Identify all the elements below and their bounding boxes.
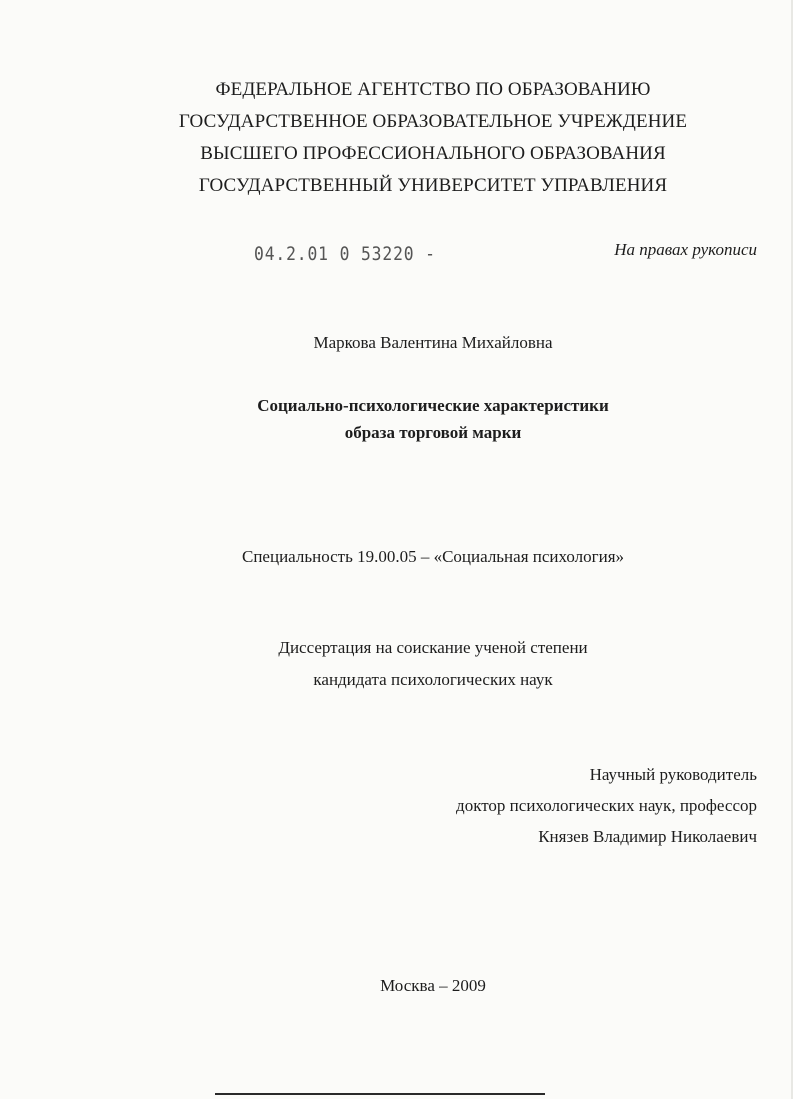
registration-stamp: 04.2.01 0 53220 -	[254, 243, 436, 265]
header-line-education-level: ВЫСШЕГО ПРОФЕССИОНАЛЬНОГО ОБРАЗОВАНИЯ	[200, 143, 666, 164]
bottom-rule	[215, 1093, 545, 1095]
city-year: Москва – 2009	[380, 976, 486, 995]
degree-line-2: кандидата психологических наук	[313, 670, 553, 689]
supervisor-name: Князев Владимир Николаевич	[538, 827, 757, 846]
dissertation-title	[0, 392, 793, 446]
manuscript-rights-note: На правах рукописи	[614, 240, 757, 259]
header-line-institution: ГОСУДАРСТВЕННОЕ ОБРАЗОВАТЕЛЬНОЕ УЧРЕЖДЕНИЕ	[178, 111, 688, 132]
degree-line-1: Диссертация на соискание ученой степени	[278, 638, 588, 657]
institution-header	[0, 74, 793, 202]
author-name: Маркова Валентина Михайловна	[313, 333, 553, 352]
header-line-university: ГОСУДАРСТВЕННЫЙ УНИВЕРСИТЕТ УПРАВЛЕНИЯ	[198, 175, 668, 196]
header-line-agency: ФЕДЕРАЛЬНОЕ АГЕНТСТВО ПО ОБРАЗОВАНИЮ	[215, 79, 651, 100]
supervisor-role: Научный руководитель	[589, 765, 757, 784]
degree-statement	[0, 632, 793, 696]
supervisor-block	[456, 759, 757, 852]
title-line-2: образа торговой марки	[344, 423, 522, 442]
title-line-1: Социально-психологические характеристики	[257, 396, 609, 415]
supervisor-credentials: доктор психологических наук, профессор	[456, 796, 757, 815]
specialty: Специальность 19.00.05 – «Социальная психология»	[241, 547, 625, 566]
